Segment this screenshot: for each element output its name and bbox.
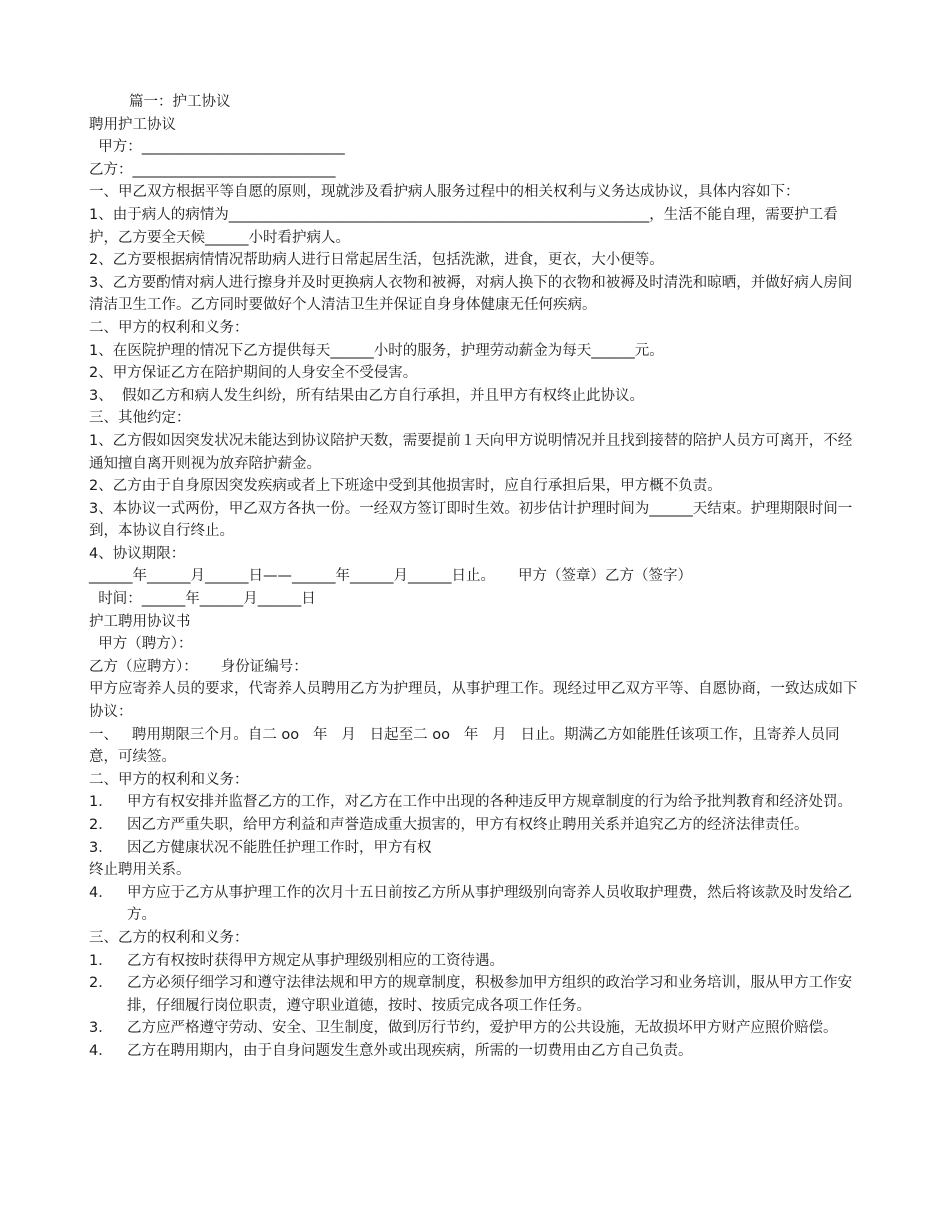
list-text: 乙方在聘用期内，由于自身问题发生意外或出现疾病，所需的一切费用由乙方自己负责。: [127, 1042, 693, 1059]
list-number: 4．: [89, 884, 113, 901]
clause: 1、在医院护理的情况下乙方提供每天______小时的服务，护理劳动薪金为每天______元。: [89, 342, 664, 359]
section-heading: 三、乙方的权利和义务：: [89, 929, 249, 946]
doc-title-employment: 护工聘用协议书: [89, 613, 191, 630]
term-dates-signatures: ______年______月______日——______年______月______日止。 甲方（签章）乙方（签字）: [89, 568, 693, 585]
paragraph: 甲方应寄养人员的要求，代寄养人员聘用乙方为护理员，从事护理工作。现经过甲乙双方平等、自愿协商，一致达成如下协议：: [89, 681, 858, 721]
list-item: [89, 882, 861, 927]
clause: 3、 假如乙方和病人发生纠纷，所有结果由乙方自行承担，并且甲方有权终止此协议。: [89, 387, 644, 404]
list-text: 乙方有权按时获得甲方规定从事护理级别相应的工资待遇。: [127, 952, 504, 969]
list-text: 甲方应于乙方从事护理工作的次月十五日前按乙方所从事护理级别向寄养人员收取护理费，然后将该款及时发给乙方。: [127, 884, 852, 924]
list-item: [89, 791, 861, 814]
list-number: 1．: [89, 794, 113, 811]
clause: 2、甲方保证乙方在陪护期间的人身安全不受侵害。: [89, 365, 418, 382]
list-number: 3．: [89, 1020, 113, 1037]
clause: 2、乙方由于自身原因突发疾病或者上下班途中受到其他损害时，应自行承担后果，甲方概不负责。: [89, 478, 722, 495]
continuation-line: 终止聘用关系。: [89, 862, 191, 879]
clause: 4、协议期限：: [89, 545, 186, 562]
list-item: [89, 814, 861, 837]
section-heading: 二、甲方的权利和义务：: [89, 771, 249, 788]
list-text: 因乙方严重失职，给甲方利益和声誉造成重大损害的，甲方有权终止聘用关系并追究乙方的经济法律责任。: [127, 817, 809, 833]
heading-section-one: 篇一：护工协议: [129, 94, 231, 110]
list-number: 2．: [89, 975, 113, 992]
clause: 3、乙方要酌情对病人进行擦身并及时更换病人衣物和被褥，对病人换下的衣物和被褥及时清洗和晾晒，并做好病人房间清洁卫生工作。乙方同时要做好个人清洁卫生并保证自身身体健康无任何疾病。: [89, 274, 853, 314]
clause: 1、由于病人的病情为__________________________________________________________，生活不能自理，需要护工看护，乙方要全天候______小时看护病人。: [89, 206, 838, 246]
list-text: 甲方有权安排并监督乙方的工作，对乙方在工作中出现的各种违反甲方规章制度的行为给予批判教育和经济处罚。: [127, 794, 852, 811]
list-text: 因乙方健康状况不能胜任护理工作时，甲方有权: [127, 839, 432, 856]
list-text: 乙方必须仔细学习和遵守法律法规和甲方的规章制度，积极参加甲方组织的政治学习和业务培训，服从甲方工作安排，仔细履行岗位职责，遵守职业道德，按时、按质完成各项工作任务。: [127, 975, 852, 1014]
section-heading: 三、其他约定：: [89, 410, 191, 427]
party-b-employee: 乙方（应聘方）： 身份证编号：: [89, 658, 308, 675]
party-a-line: 甲方：____________________________: [89, 139, 345, 156]
document-page: [89, 91, 861, 1063]
party-b-line: 乙方：____________________________: [89, 161, 336, 178]
list-number: 4．: [89, 1042, 113, 1059]
date-line: 时间：______年______月______日: [89, 591, 316, 608]
section-heading: 二、甲方的权利和义务：: [89, 319, 249, 336]
list-item: [89, 837, 861, 860]
paragraph: 一、甲乙双方根据平等自愿的原则，现就涉及看护病人服务过程中的相关权利与义务达成协议，具体内容如下：: [89, 184, 800, 201]
list-number: 2．: [89, 817, 113, 833]
clause: 3、本协议一式两份，甲乙双方各执一份。一经双方签订即时生效。初步估计护理时间为______天结束。护理期限时间一到，本协议自行终止。: [89, 500, 853, 540]
clause: 2、乙方要根据病情情况帮助病人进行日常起居生活，包括洗漱，进食，更衣，大小便等。: [89, 252, 664, 269]
list-item: [89, 1040, 861, 1063]
list-number: 3．: [89, 839, 113, 856]
doc-title-hire-nurse: 聘用护工协议: [89, 116, 176, 133]
party-a-employer: 甲方（聘方）：: [89, 636, 193, 653]
clause: 1、乙方假如因突发状况未能达到协议陪护天数，需要提前１天向甲方说明情况并且找到接替的陪护人员方可离开，不经通知擅自离开则视为放弃陪护薪金。: [89, 432, 853, 472]
list-text: 乙方应严格遵守劳动、安全、卫生制度，做到厉行节约，爱护甲方的公共设施，无故损坏甲方财产应照价赔偿。: [127, 1020, 838, 1037]
list-item: [89, 1017, 861, 1040]
list-number: 1．: [89, 952, 113, 969]
clause: 一、 聘用期限三个月。自二 oo 年 月 日起至二 oo 年 月 日止。期满乙方如能胜任该项工作，且寄养人员同意，可续签。: [89, 726, 840, 766]
list-item: [89, 950, 861, 973]
list-item: [89, 972, 861, 1017]
